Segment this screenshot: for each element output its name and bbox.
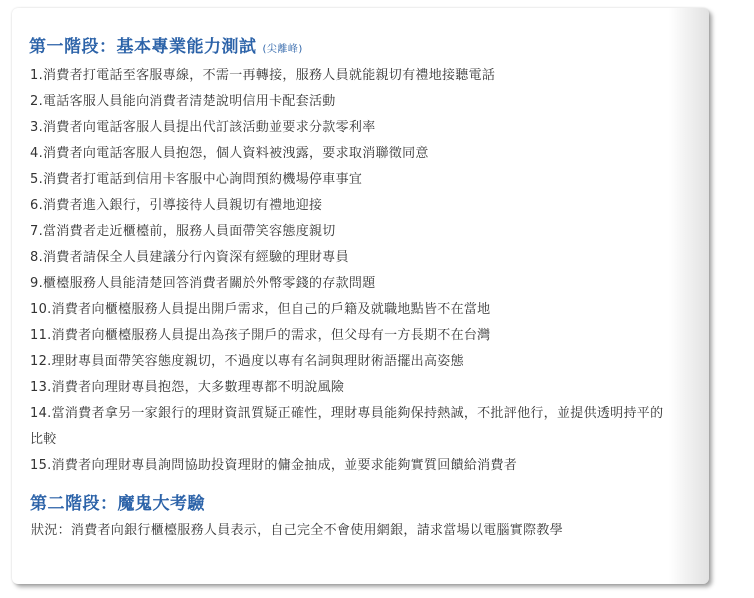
list-item: 6.消費者進入銀行，引導接待人員親切有禮地迎接	[30, 198, 323, 213]
list-item: 2.電話客服人員能向消費者清楚說明信用卡配套活動	[30, 94, 336, 109]
list-item: 15.消費者向理財專員詢問協助投資理財的傭金抽成，並要求能夠實質回饋給消費者	[30, 458, 518, 473]
stage2-title: 第二階段：魔鬼大考驗	[30, 494, 205, 514]
list-item: 11.消費者向櫃檯服務人員提出為孩子開戶的需求，但父母有一方長期不在台灣	[30, 328, 491, 343]
stage1-heading	[29, 32, 303, 57]
list-item: 13.消費者向理財專員抱怨，大多數理專都不明說風險	[30, 380, 345, 395]
content-card	[12, 8, 709, 584]
stage1-title: 第一階段：基本專業能力測試	[29, 37, 257, 57]
list-item: 4.消費者向電話客服人員抱怨，個人資料被洩露，要求取消聯徵同意	[30, 146, 429, 161]
list-item: 12.理財專員面帶笑容態度親切，不過度以專有名詞與理財術語擺出高姿態	[30, 354, 464, 369]
list-item: 3.消費者向電話客服人員提出代訂該活動並要求分款零利率	[30, 120, 376, 135]
list-item: 8.消費者請保全人員建議分行內資深有經驗的理財專員	[30, 250, 349, 265]
stage1-author: (尖離峰)	[262, 44, 303, 55]
stage1-item-list	[30, 63, 670, 479]
stage2-status-text: 狀況：消費者向銀行櫃檯服務人員表示，自己完全不會使用網銀，請求當場以電腦實際教學	[31, 523, 564, 538]
list-item: 9.櫃檯服務人員能清楚回答消費者關於外幣零錢的存款問題	[30, 276, 376, 291]
list-item: 10.消費者向櫃檯服務人員提出開戶需求，但自己的戶籍及就職地點皆不在當地	[30, 302, 491, 317]
list-item: 1.消費者打電話至客服專線，不需一再轉接，服務人員就能親切有禮地接聽電話	[30, 68, 496, 83]
list-item: 14.當消費者拿另一家銀行的理財資訊質疑正確性，理財專員能夠保持熱誠，不批評他行，並提供透明持平的比較	[30, 406, 664, 447]
list-item: 7.當消費者走近櫃檯前，服務人員面帶笑容態度親切	[30, 224, 336, 239]
list-item: 5.消費者打電話到信用卡客服中心詢問預約機場停車事宜	[30, 172, 363, 187]
